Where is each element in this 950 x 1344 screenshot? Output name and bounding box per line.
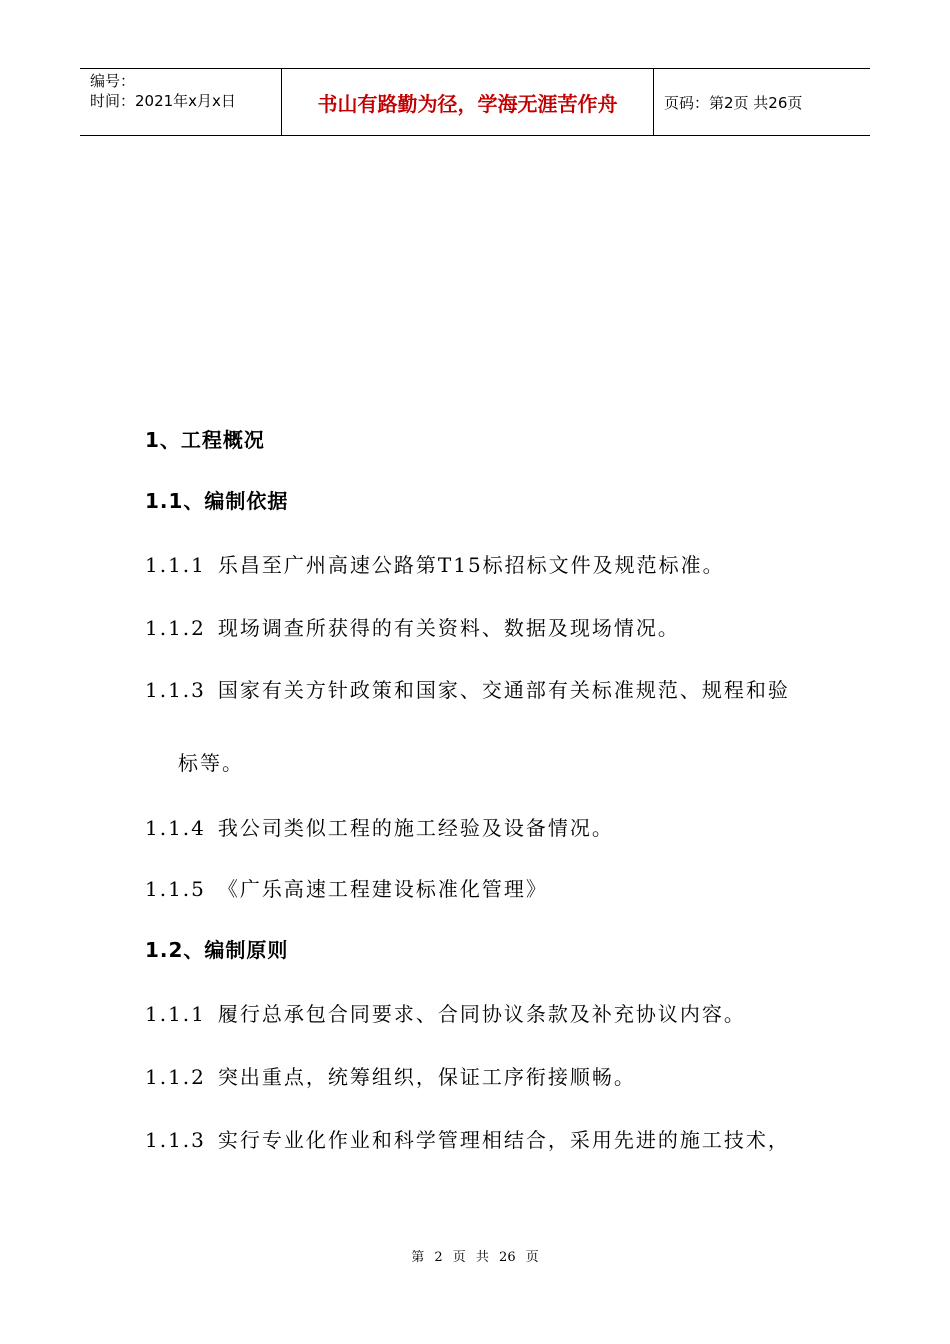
page-header — [80, 68, 870, 136]
item-number: 1.1.1 — [145, 1002, 206, 1026]
item-text: 突出重点，统筹组织，保证工序衔接顺畅。 — [217, 1065, 636, 1089]
paragraph-principle-2 — [145, 1061, 636, 1090]
paragraph-principle-1 — [145, 998, 746, 1027]
item-text: 现场调查所获得的有关资料、数据及现场情况。 — [217, 616, 680, 640]
item-text: 我公司类似工程的施工经验及设备情况。 — [217, 816, 614, 840]
time-label: 时间：2021年x月x日 — [90, 92, 236, 110]
paragraph-basis-4 — [145, 812, 614, 841]
subsection-title-basis: 1.1、编制依据 — [145, 489, 289, 513]
header-motto: 书山有路勤为径，学海无涯苦作舟 — [282, 69, 654, 135]
item-number: 1.1.5 — [145, 877, 206, 901]
item-text: 《广乐高速工程建设标准化管理》 — [217, 877, 548, 901]
item-number: 1.1.2 — [145, 1065, 206, 1089]
paragraph-basis-3-continuation: 标等。 — [178, 751, 244, 775]
item-number: 1.1.3 — [145, 1128, 206, 1152]
item-text: 乐昌至广州高速公路第T15标招标文件及规范标准。 — [217, 553, 725, 577]
item-text: 履行总承包合同要求、合同协议条款及补充协议内容。 — [217, 1002, 746, 1026]
paragraph-basis-5 — [145, 873, 548, 902]
header-meta-cell — [80, 69, 282, 135]
subsection-title-principles: 1.2、编制原则 — [145, 938, 289, 962]
paragraph-basis-3 — [145, 674, 790, 703]
paragraph-principle-3 — [145, 1124, 790, 1153]
item-number: 1.1.4 — [145, 816, 206, 840]
item-text: 国家有关方针政策和国家、交通部有关标准规范、规程和验 — [217, 678, 790, 702]
item-number: 1.1.1 — [145, 553, 206, 577]
header-page-code: 页码：第2页 共26页 — [664, 93, 803, 112]
paragraph-basis-1 — [145, 549, 725, 578]
page-footer: 第 2 页 共 26 页 — [411, 1250, 539, 1265]
item-text: 实行专业化作业和科学管理相结合，采用先进的施工技术， — [217, 1128, 790, 1152]
number-label: 编号： — [90, 72, 136, 90]
section-title-overview: 1、工程概况 — [145, 428, 265, 452]
paragraph-basis-2 — [145, 612, 680, 641]
item-number: 1.1.3 — [145, 678, 206, 702]
item-number: 1.1.2 — [145, 616, 206, 640]
